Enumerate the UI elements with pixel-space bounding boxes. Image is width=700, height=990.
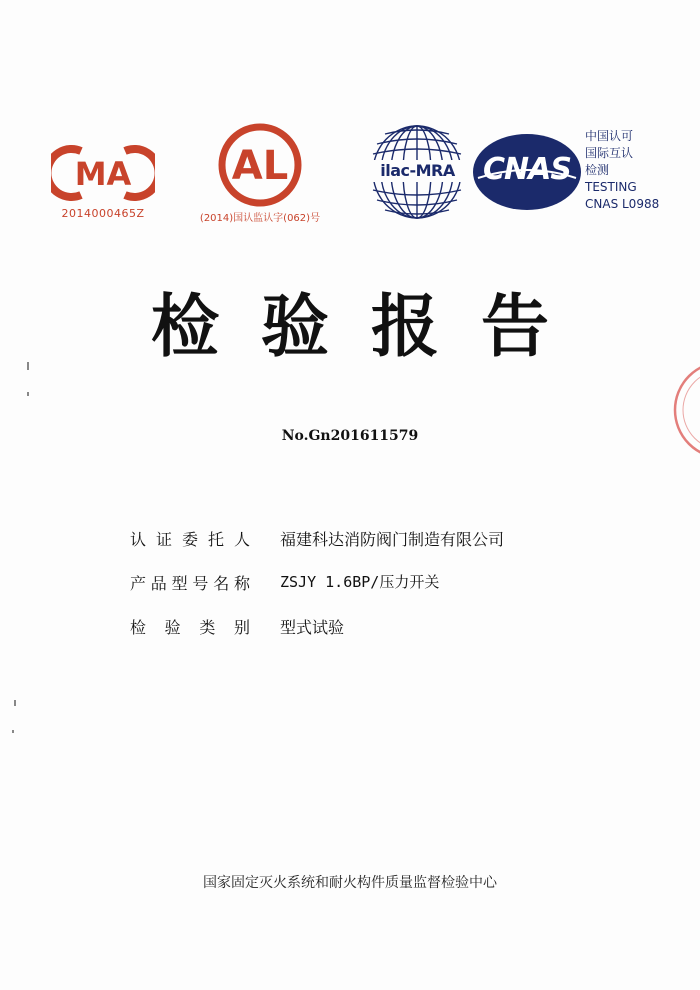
report-number: No.Gn201611579	[281, 428, 419, 444]
cnas-side-line: 国际互认	[585, 146, 634, 160]
ilac-mra-mark	[365, 122, 470, 222]
test-type-row	[130, 615, 610, 659]
cma-logo-icon	[51, 145, 155, 201]
test-type-label: 检 验 类 别	[130, 618, 250, 637]
cnas-letters: CNAS	[483, 152, 571, 187]
cnas-mark	[472, 132, 582, 212]
cnas-side-line: 中国认可	[585, 129, 634, 143]
scan-speck	[12, 730, 14, 733]
cal-letters: AL	[231, 143, 289, 189]
cal-mark	[180, 123, 340, 224]
cnas-side-text	[585, 128, 685, 213]
issuing-center: 国家固定灭火系统和耐火构件质量监督检验中心	[203, 875, 497, 891]
report-info-table	[130, 527, 610, 659]
test-type-value: 型式试验	[280, 618, 345, 637]
cma-letters: MA	[74, 155, 132, 193]
cma-mark	[48, 145, 158, 220]
scan-speck	[27, 392, 29, 396]
cnas-side-line: 检测	[585, 163, 610, 177]
cal-logo-icon	[212, 123, 308, 207]
product-label: 产 品 型 号 名 称	[130, 574, 250, 593]
product-value: ZSJY 1.6BP/压力开关	[280, 573, 440, 591]
scan-speck	[27, 362, 29, 370]
client-value: 福建科达消防阀门制造有限公司	[280, 530, 505, 549]
partial-seal-icon	[668, 355, 700, 465]
cnas-side-line: TESTING	[585, 180, 637, 194]
client-row	[130, 527, 610, 571]
cnas-side-line: CNAS L0988	[585, 197, 660, 211]
product-row	[130, 571, 610, 615]
cma-number: 2014000465Z	[61, 207, 145, 220]
ilac-mra-label: ilac-MRA	[365, 160, 470, 182]
scan-speck	[14, 700, 16, 706]
cal-number: (2014)国认监认字(062)号	[199, 213, 321, 224]
client-label: 认 证 委 托 人	[130, 530, 250, 549]
report-title: 检验报告	[150, 288, 591, 367]
